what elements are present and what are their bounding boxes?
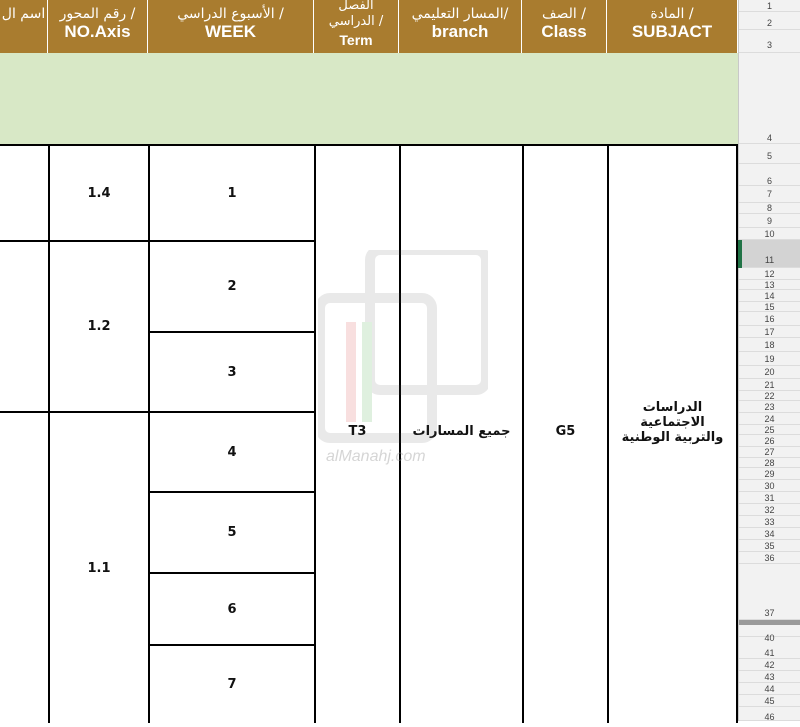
watermark-text: alManahj.com [326, 448, 426, 465]
axis-cell[interactable] [48, 242, 148, 413]
name-cell[interactable] [0, 413, 48, 723]
row-number[interactable]: 19 [739, 352, 800, 366]
selected-row-indicator [738, 240, 742, 268]
header-axis-ar: رقم المحور / [59, 6, 136, 22]
row-number[interactable]: 18 [739, 338, 800, 352]
row-number[interactable]: 29 [739, 468, 800, 480]
header-subject-en: SUBJACT [631, 22, 713, 41]
header-class-en: Class [541, 22, 587, 41]
header-week-en: WEEK [205, 22, 256, 41]
week-cell[interactable] [148, 146, 314, 242]
row-number[interactable]: 33 [739, 516, 800, 528]
row-number[interactable]: 36 [739, 552, 800, 564]
week-value: 4 [227, 444, 237, 460]
header-branch[interactable] [399, 0, 522, 53]
row-number[interactable]: 6 [739, 164, 800, 186]
week-value: 6 [227, 601, 237, 617]
week-cell[interactable] [148, 493, 314, 574]
week-value: 2 [227, 279, 237, 294]
row-number[interactable]: 22 [739, 391, 800, 401]
row-number[interactable]: 46 [739, 707, 800, 721]
row-number[interactable]: 8 [739, 203, 800, 214]
row-number[interactable]: 16 [739, 312, 800, 326]
green-band-row[interactable] [0, 53, 738, 145]
header-branch-ar: المسار التعليمي/ [411, 6, 509, 22]
row-number[interactable]: 10 [739, 228, 800, 240]
axis-value: 1.2 [87, 319, 111, 334]
week-cell[interactable] [148, 413, 314, 493]
header-week[interactable] [148, 0, 314, 53]
header-branch-en: branch [431, 22, 489, 41]
header-term-ar: الفصل الدراسي / [328, 0, 384, 29]
row-number[interactable]: 37 [739, 564, 800, 620]
axis-cell[interactable] [48, 413, 148, 723]
row-header-column[interactable] [738, 0, 800, 721]
subject-line1: الدراسات الاجتماعية [640, 400, 705, 430]
row-number[interactable]: 15 [739, 302, 800, 312]
week-cell[interactable] [148, 242, 314, 333]
term-cell[interactable] [314, 146, 399, 723]
term-value: T3 [348, 424, 367, 439]
week-value: 5 [227, 525, 237, 540]
class-value: G5 [555, 424, 576, 439]
axis-value: 1.1 [87, 560, 111, 576]
week-value: 1 [227, 185, 237, 201]
row-number[interactable]: 44 [739, 683, 800, 695]
row-number[interactable]: 42 [739, 659, 800, 671]
axis-cell[interactable] [48, 146, 148, 242]
row-number[interactable]: 3 [739, 30, 800, 53]
row-number[interactable]: 26 [739, 435, 800, 447]
row-number[interactable]: 28 [739, 458, 800, 468]
row-number[interactable]: 12 [739, 268, 800, 280]
row-number[interactable]: 5 [739, 144, 800, 164]
row-number[interactable]: 20 [739, 366, 800, 379]
header-name[interactable] [0, 0, 48, 53]
row-number[interactable]: 13 [739, 280, 800, 290]
header-subject[interactable] [607, 0, 738, 53]
row-number[interactable]: 41 [739, 647, 800, 659]
row-number[interactable]: 30 [739, 480, 800, 492]
row-number[interactable]: 34 [739, 528, 800, 540]
row-number[interactable]: 31 [739, 492, 800, 504]
header-name-ar: اسم ال [1, 6, 46, 22]
row-number[interactable]: 9 [739, 214, 800, 228]
header-term[interactable] [314, 0, 399, 53]
week-cell[interactable] [148, 333, 314, 413]
row-number[interactable]: 14 [739, 290, 800, 302]
name-cell[interactable] [0, 242, 48, 413]
subject-cell[interactable] [607, 146, 738, 723]
row-number[interactable]: 11 [739, 240, 800, 268]
name-cell[interactable] [0, 146, 48, 242]
header-axis[interactable] [48, 0, 148, 53]
week-value: 3 [227, 364, 237, 380]
header-week-ar: الأسبوع الدراسي / [177, 6, 284, 22]
row-number[interactable]: 21 [739, 379, 800, 391]
header-axis-en: NO.Axis [64, 22, 131, 41]
header-subject-ar: المادة / [650, 6, 694, 22]
row-number[interactable]: 2 [739, 12, 800, 30]
row-number[interactable]: 7 [739, 186, 800, 203]
header-class-ar: الصف / [542, 6, 586, 22]
row-number[interactable]: 23 [739, 401, 800, 413]
header-term-en: Term [339, 32, 373, 48]
week-value: 7 [227, 677, 237, 692]
row-number[interactable]: 32 [739, 504, 800, 516]
week-cell[interactable] [148, 646, 314, 723]
row-number[interactable]: 17 [739, 326, 800, 338]
axis-value: 1.4 [87, 185, 111, 201]
row-number[interactable]: 1 [739, 0, 800, 12]
branch-cell[interactable] [399, 146, 522, 723]
class-cell[interactable] [522, 146, 607, 723]
row-number[interactable]: 27 [739, 447, 800, 458]
branch-value: جميع المسارات [412, 424, 511, 439]
row-number[interactable]: 40 [739, 625, 800, 637]
row-number[interactable]: 45 [739, 695, 800, 707]
week-cell[interactable] [148, 574, 314, 646]
row-number[interactable]: 43 [739, 671, 800, 683]
row-number[interactable]: 25 [739, 425, 800, 435]
header-class[interactable] [522, 0, 607, 53]
row-number[interactable]: 35 [739, 540, 800, 552]
subject-line2: والتربية الوطنية [621, 430, 724, 445]
row-number[interactable]: 24 [739, 413, 800, 425]
row-number[interactable]: 4 [739, 53, 800, 144]
